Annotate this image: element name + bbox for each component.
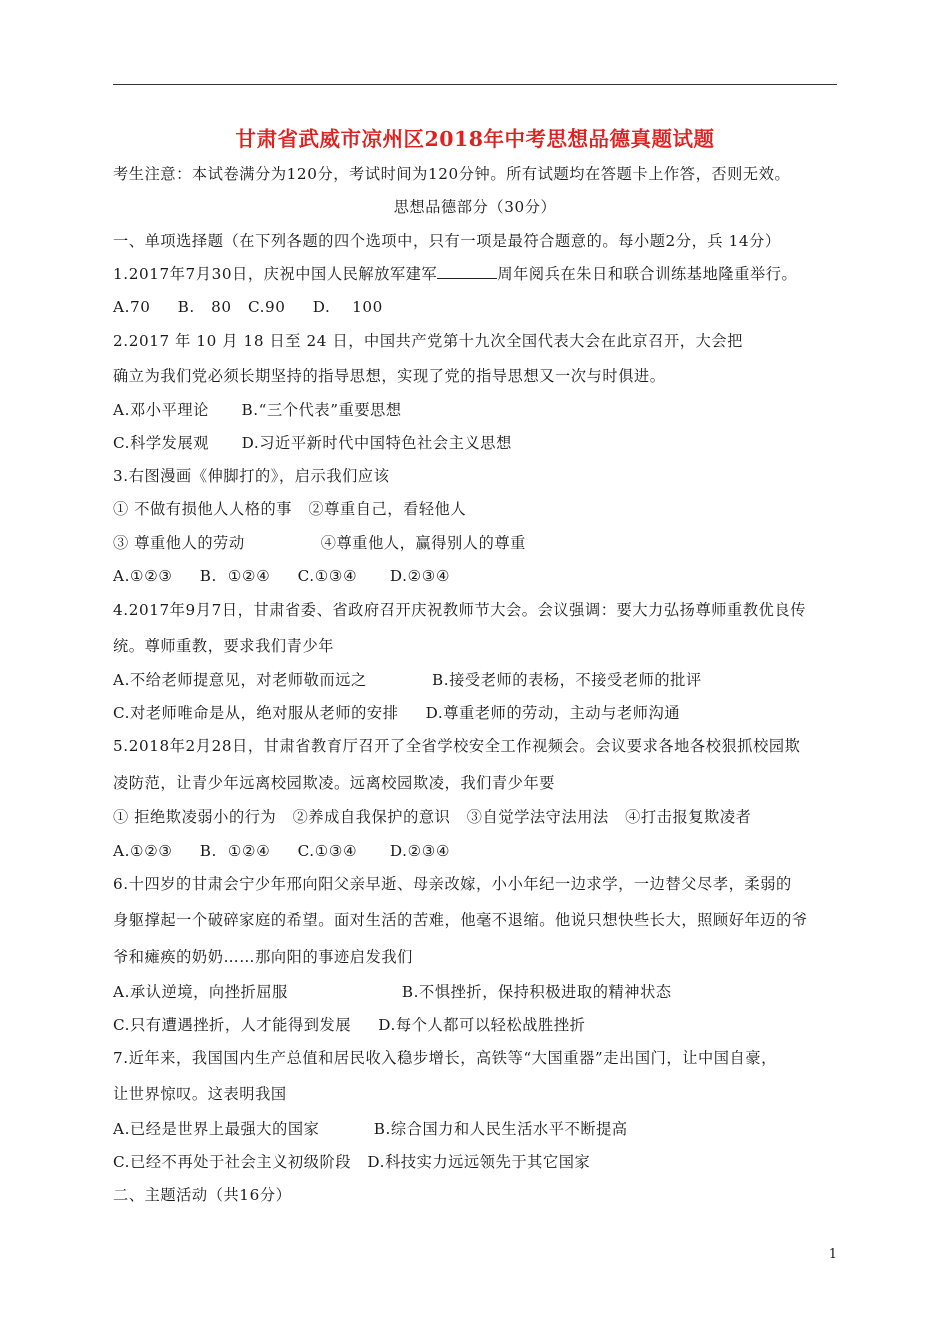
section1-heading: 一、单项选择题（在下列各题的四个选项中，只有一项是最符合题意的。每小题2分，兵 14分） — [113, 232, 781, 250]
q5-stem-line1: 5.2018年2月28日，甘肃省教育厅召开了全省学校安全工作视频会。会议要求各地各校狠抓校园欺 — [113, 737, 801, 755]
q3-items-12: ① 不做有损他人人格的事 ②尊重自己，看轻他人 — [113, 500, 467, 518]
q6-options-ab: A.承认逆境，向挫折屈服 B.不惧挫折，保持积极进取的精神状态 — [113, 983, 672, 1001]
q3-items-34: ③ 尊重他人的劳动 ④尊重他人，赢得别人的尊重 — [113, 534, 526, 552]
q7-stem-line2: 让世界惊叹。这表明我国 — [113, 1085, 287, 1103]
q1-stem — [113, 264, 797, 284]
exam-title: 甘肃省武威市凉州区2018年中考思想品德真题试题 — [235, 127, 715, 151]
q6-stem-line1: 6.十四岁的甘肃会宁少年邢向阳父亲早逝、母亲改嫁，小小年纪一边求学，一边替父尽孝，柔弱的 — [113, 875, 792, 893]
header-rule — [113, 84, 837, 85]
q7-stem-line1: 7.近年来，我国国内生产总值和居民收入稳步增长，高铁等“大国重器”走出国门，让中国自豪， — [113, 1049, 777, 1067]
q2-options-ab: A.邓小平理论 B.“三个代表”重要思想 — [113, 401, 402, 419]
q2-stem-line1: 2.2017 年 10 月 18 日至 24 日，中国共产党第十九次全国代表大会在此京召开，大会把 — [113, 332, 743, 350]
q3-stem: 3.右图漫画《伸脚打的》，启示我们应该 — [113, 467, 390, 485]
candidate-notice: 考生注意：本试卷满分为120分，考试时间为120分钟。所有试题均在答题卡上作答，否则无效。 — [113, 165, 791, 183]
section2-heading: 二、主题活动（共16分） — [113, 1186, 292, 1204]
q3-options: A.①②③ B. ①②④ C.①③④ D.②③④ — [113, 567, 451, 585]
page-number: 1 — [828, 1247, 837, 1262]
q6-stem-line2: 身躯撑起一个破碎家庭的希望。面对生活的苦难，他毫不退缩。他说只想快些长大，照顾好年迈的爷 — [113, 911, 808, 929]
q1-blank — [437, 264, 497, 279]
q4-options-ab: A.不给老师提意见，对老师敬而远之 B.接受老师的表杨，不接受老师的批评 — [113, 671, 702, 689]
q5-items: ① 拒绝欺凌弱小的行为 ②养成自我保护的意识 ③自觉学法守法用法 ④打击报复欺凌者 — [113, 808, 752, 826]
q5-options: A.①②③ B. ①②④ C.①③④ D.②③④ — [113, 842, 451, 860]
q2-stem-line2: 确立为我们党必须长期坚持的指导思想，实现了党的指导思想又一次与时俱进。 — [113, 367, 666, 385]
q5-stem-line2: 凌防范，让青少年远离校园欺凌。远离校园欺凌，我们青少年要 — [113, 774, 556, 792]
q1-stem-before: 1.2017年7月30日，庆祝中国人民解放军建军 — [113, 265, 438, 283]
q7-options-cd: C.已经不再处于社会主义初级阶段 D.科技实力远远领先于其它国家 — [113, 1153, 591, 1171]
q2-options-cd: C.科学发展观 D.习近平新时代中国特色社会主义思想 — [113, 434, 512, 452]
q6-options-cd: C.只有遭遇挫折，人才能得到发展 D.每个人都可以轻松战胜挫折 — [113, 1016, 586, 1034]
q6-stem-line3: 爷和瘫痪的奶奶……那向阳的事迹启发我们 — [113, 948, 413, 966]
q1-stem-after: 周年阅兵在朱日和联合训练基地隆重举行。 — [497, 265, 798, 283]
part-title: 思想品德部分（30分） — [393, 198, 557, 216]
q4-stem-line1: 4.2017年9月7日，甘肃省委、省政府召开庆祝教师节大会。会议强调：要大力弘扬尊师重教优良传 — [113, 601, 806, 619]
q7-options-ab: A.已经是世界上最强大的国家 B.综合国力和人民生活水平不断提高 — [113, 1120, 628, 1138]
q1-options: A.70 B. 80 C.90 D. 100 — [113, 298, 383, 316]
q4-options-cd: C.对老师唯命是从，绝对服从老师的安排 D.尊重老师的劳动，主动与老师沟通 — [113, 704, 681, 722]
q4-stem-line2: 统。尊师重教，要求我们青少年 — [113, 637, 335, 655]
